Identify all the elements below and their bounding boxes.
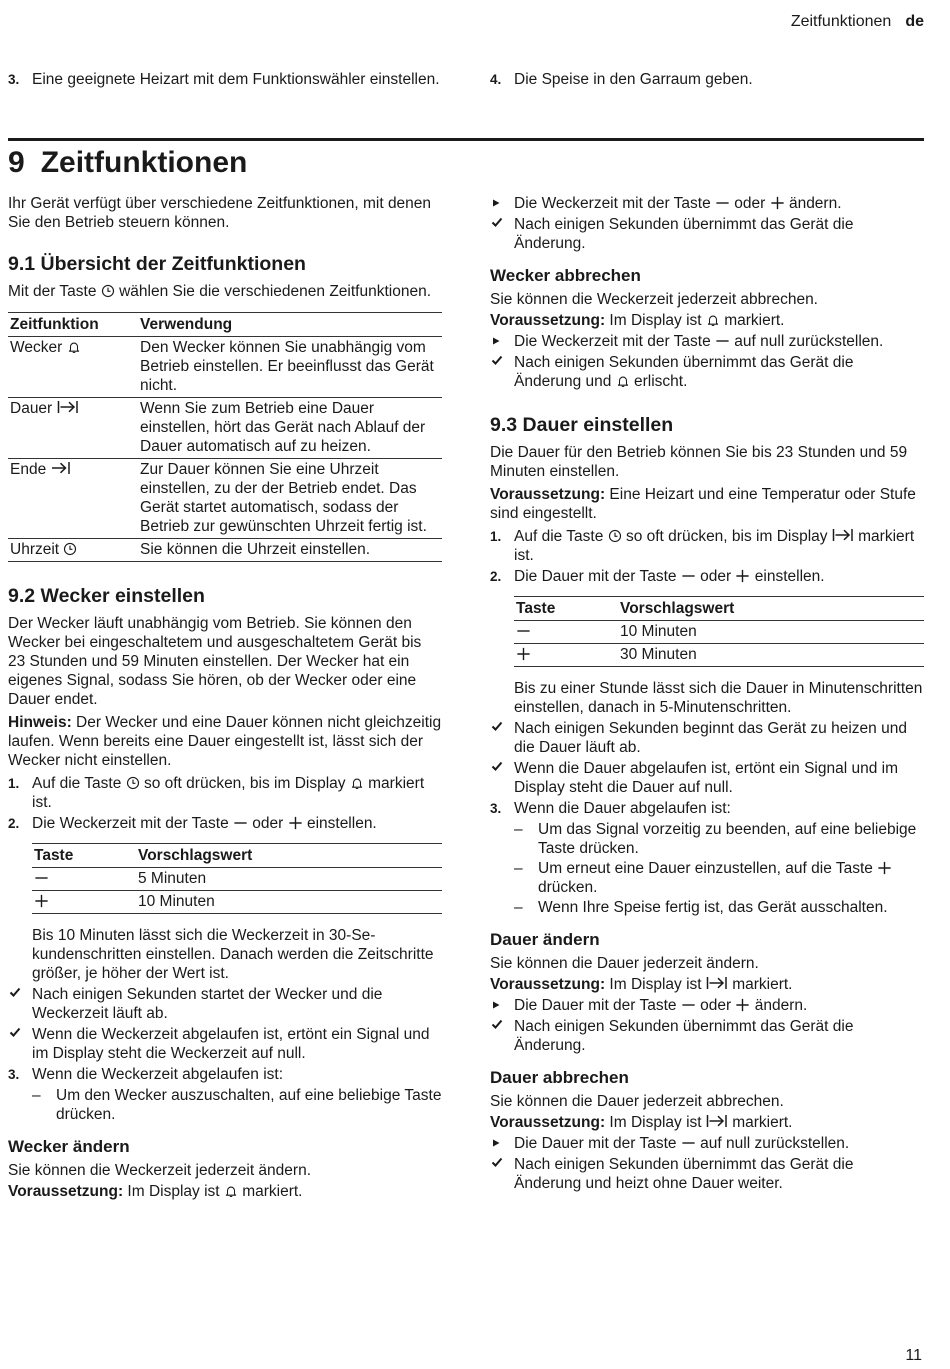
result-item: Nach einigen Sekunden übernimmt das Gerät die Änderung. (490, 215, 924, 253)
right-column (490, 194, 924, 1195)
section-9-2-paragraph: Der Wecker läuft unabhängig vom Betrieb. Sie können den Wecker bei eingeschaltetem und ausgeschaltetem Gerät bis 23 Stunden und 59 Minuten einstellen. Der Wecker hat ein eigenes Signal, sodass Sie hören, ob der Wecker oder eine Dauer endet. (8, 615, 422, 708)
step-3: 3. Wenn die Weckerzeit abgelaufen ist: (8, 1066, 284, 1083)
plus-icon (34, 894, 49, 908)
section-9-2-heading: 9.2 Wecker einstellen (8, 585, 205, 607)
plus-icon (735, 998, 750, 1012)
plus-icon (770, 196, 785, 210)
duration-icon (706, 975, 728, 991)
end-time-icon (51, 460, 71, 476)
clock-icon (101, 284, 115, 298)
arrow-bullet-icon (491, 1138, 501, 1148)
duration-icon (706, 1113, 728, 1129)
clock-icon (126, 776, 140, 790)
bell-icon (706, 313, 720, 327)
chapter-intro: Ihr Gerät verfügt über verschiedene Zeitfunktionen, mit denen Sie den Betrieb steuern können. (8, 195, 432, 231)
sub-option: – Wenn Ihre Speise fertig ist, das Gerät ausschalten. (514, 899, 888, 916)
bell-icon (224, 1184, 238, 1198)
header-section-title: Zeitfunktionen (790, 13, 892, 30)
duration-defaults-table (514, 596, 924, 667)
arrow-bullet-icon (491, 198, 501, 208)
check-icon (491, 720, 503, 732)
sub-option: – Um erneut eine Dauer einzustellen, auf die Taste drücken. (490, 859, 924, 897)
result-item: Nach einigen Sekunden beginnt das Gerät zu heizen und die Dauer läuft ab. (490, 719, 924, 757)
check-icon (491, 1156, 503, 1168)
chapter-name: Zeitfunktionen (40, 146, 248, 179)
table-row: Dauer Wenn Sie zum Betrieb eine Dauer einstellen, hört das Gerät nach Ablauf der Dauer automatisch auf zu heizen. (8, 398, 442, 459)
table-header: Zeitfunktion (10, 316, 99, 333)
table-row: 30 Minuten (514, 644, 924, 667)
chapter-number: 9 (8, 146, 25, 179)
table-row: Uhrzeit Sie können die Uhrzeit einstellen. (8, 539, 442, 562)
header-language: de (905, 13, 924, 30)
sub-option: – Um den Wecker auszuschalten, auf eine beliebige Taste drücken. (32, 1087, 442, 1123)
left-column (8, 194, 442, 1205)
table-row: 5 Minuten (32, 868, 442, 891)
after-table-paragraph: Bis zu einer Stunde lässt sich die Dauer in Minutenschritten einstellen, danach in 5-Minutenschritten. (514, 680, 923, 716)
wecker-abbrechen-heading: Wecker abbrechen (490, 266, 641, 285)
minus-icon (34, 871, 49, 885)
hint-paragraph: Hinweis: Der Wecker und eine Dauer können nicht gleichzeitig laufen. Wenn bereits eine Dauer eingestellt ist, lässt sich der Wecker nicht einstellen. (8, 714, 442, 769)
after-table-paragraph: Bis 10 Minuten lässt sich die Weckerzeit in 30-Sekundenschritten einstellen. Danach werden die Zeitschritte größer, je höher der Wert ist. (32, 927, 434, 982)
step-number: 3. (8, 72, 20, 87)
precondition: Voraussetzung: Im Display ist markiert. (490, 312, 785, 329)
wecker-aendern-paragraph: Sie können die Weckerzeit jederzeit ändern. (8, 1162, 311, 1179)
step-text: Die Speise in den Garraum geben. (514, 71, 753, 88)
bell-icon (616, 374, 630, 388)
result-item: Nach einigen Sekunden übernimmt das Gerät die Änderung. (490, 1017, 924, 1055)
table-header: Vorschlagswert (620, 600, 735, 617)
section-9-1-heading: 9.1 Übersicht der Zeitfunktionen (8, 253, 306, 275)
check-icon (9, 1026, 21, 1038)
minus-icon (715, 196, 730, 210)
table-header: Verwendung (140, 316, 233, 333)
action-item: Die Weckerzeit mit der Taste auf null zurückstellen. (490, 332, 924, 351)
minus-icon (681, 1136, 696, 1150)
step-2: 2. Die Dauer mit der Taste oder einstellen. (490, 568, 825, 585)
check-icon (491, 216, 503, 228)
bell-icon (350, 776, 364, 790)
clock-icon (63, 542, 77, 556)
duration-icon (57, 399, 79, 415)
check-icon (491, 760, 503, 772)
chapter-rule (8, 138, 924, 141)
table-row: 10 Minuten (32, 891, 442, 914)
step-2: 2. Die Weckerzeit mit der Taste oder einstellen. (8, 815, 377, 832)
step-text: Eine geeignete Heizart mit dem Funktionswähler einstellen. (32, 71, 440, 88)
plus-icon (735, 569, 750, 583)
step-number: 4. (490, 72, 502, 87)
step-1: 1. Auf die Taste so oft drücken, bis im Display markiert ist. (490, 528, 915, 564)
result-item: Wenn die Weckerzeit abgelaufen ist, ertönt ein Signal und im Display steht die Weckerzeit auf null. (8, 1025, 442, 1063)
table-row: Wecker Den Wecker können Sie unabhängig vom Betrieb einstellen. Er beeinflusst das Gerät nicht. (8, 337, 442, 398)
table-header: Taste (34, 847, 74, 864)
precondition: Voraussetzung: Im Display ist markiert. (490, 1114, 793, 1131)
section-9-1-intro: Mit der Taste wählen Sie die verschiedenen Zeitfunktionen. (8, 283, 431, 300)
precondition: Voraussetzung: Im Display ist markiert. (490, 976, 793, 993)
dauer-abbrechen-heading: Dauer abbrechen (490, 1068, 629, 1087)
minus-icon (681, 569, 696, 583)
clock-icon (608, 529, 622, 543)
chapter-title (8, 145, 247, 181)
minus-icon (233, 816, 248, 830)
table-row: 10 Minuten (514, 621, 924, 644)
check-icon (9, 986, 21, 998)
arrow-bullet-icon (491, 336, 501, 346)
check-icon (491, 354, 503, 366)
table-header: Vorschlagswert (138, 847, 253, 864)
top-right-step (490, 70, 924, 91)
dauer-aendern-heading: Dauer ändern (490, 930, 600, 949)
step-1: 1. Auf die Taste so oft drücken, bis im Display markiert ist. (8, 775, 425, 811)
action-item: Die Dauer mit der Taste auf null zurückstellen. (490, 1134, 924, 1153)
dauer-abbrechen-paragraph: Sie können die Dauer jederzeit abbrechen. (490, 1093, 784, 1110)
minus-icon (681, 998, 696, 1012)
section-9-3-paragraph: Die Dauer für den Betrieb können Sie bis 23 Stunden und 59 Minuten einstellen. (490, 444, 908, 480)
top-left-step (8, 70, 442, 91)
precondition: Voraussetzung: Eine Heizart und eine Temperatur oder Stufe sind eingestellt. (490, 486, 916, 522)
check-icon (491, 1018, 503, 1030)
step-3: 3. Wenn die Dauer abgelaufen ist: (490, 800, 731, 817)
precondition: Voraussetzung: Im Display ist markiert. (8, 1183, 303, 1200)
time-functions-table (8, 312, 442, 562)
page-number: 11 (905, 1347, 922, 1364)
section-9-3-heading: 9.3 Dauer einstellen (490, 414, 674, 436)
result-item: Nach einigen Sekunden startet der Wecker und die Weckerzeit läuft ab. (8, 985, 442, 1023)
result-item: Nach einigen Sekunden übernimmt das Gerät die Änderung und heizt ohne Dauer weiter. (490, 1155, 924, 1193)
table-row: Ende Zur Dauer können Sie eine Uhrzeit einstellen, zu der der Betrieb endet. Das Gerät startet automatisch, sodass der Betrieb zur gewünschten Uhrzeit fertig ist. (8, 459, 442, 539)
arrow-bullet-icon (491, 1000, 501, 1010)
bell-icon (67, 340, 81, 354)
dauer-aendern-paragraph: Sie können die Dauer jederzeit ändern. (490, 955, 759, 972)
minus-icon (715, 334, 730, 348)
plus-icon (877, 861, 892, 875)
plus-icon (288, 816, 303, 830)
minus-icon (516, 624, 531, 638)
result-item: Nach einigen Sekunden übernimmt das Gerät die Änderung und erlischt. (490, 353, 924, 391)
duration-icon (832, 527, 854, 543)
table-header: Taste (516, 600, 556, 617)
plus-icon (516, 647, 531, 661)
wecker-aendern-heading: Wecker ändern (8, 1137, 130, 1156)
sub-option: – Um das Signal vorzeitig zu beenden, auf eine beliebige Taste drücken. (514, 821, 917, 857)
alarm-defaults-table (32, 843, 442, 914)
action-item: Die Weckerzeit mit der Taste oder ändern. (490, 194, 924, 213)
result-item: Wenn die Dauer abgelaufen ist, ertönt ein Signal und im Display steht die Dauer auf null. (490, 759, 924, 797)
running-header (791, 12, 924, 31)
wecker-abbrechen-paragraph: Sie können die Weckerzeit jederzeit abbrechen. (490, 291, 818, 308)
action-item: Die Dauer mit der Taste oder ändern. (490, 996, 924, 1015)
